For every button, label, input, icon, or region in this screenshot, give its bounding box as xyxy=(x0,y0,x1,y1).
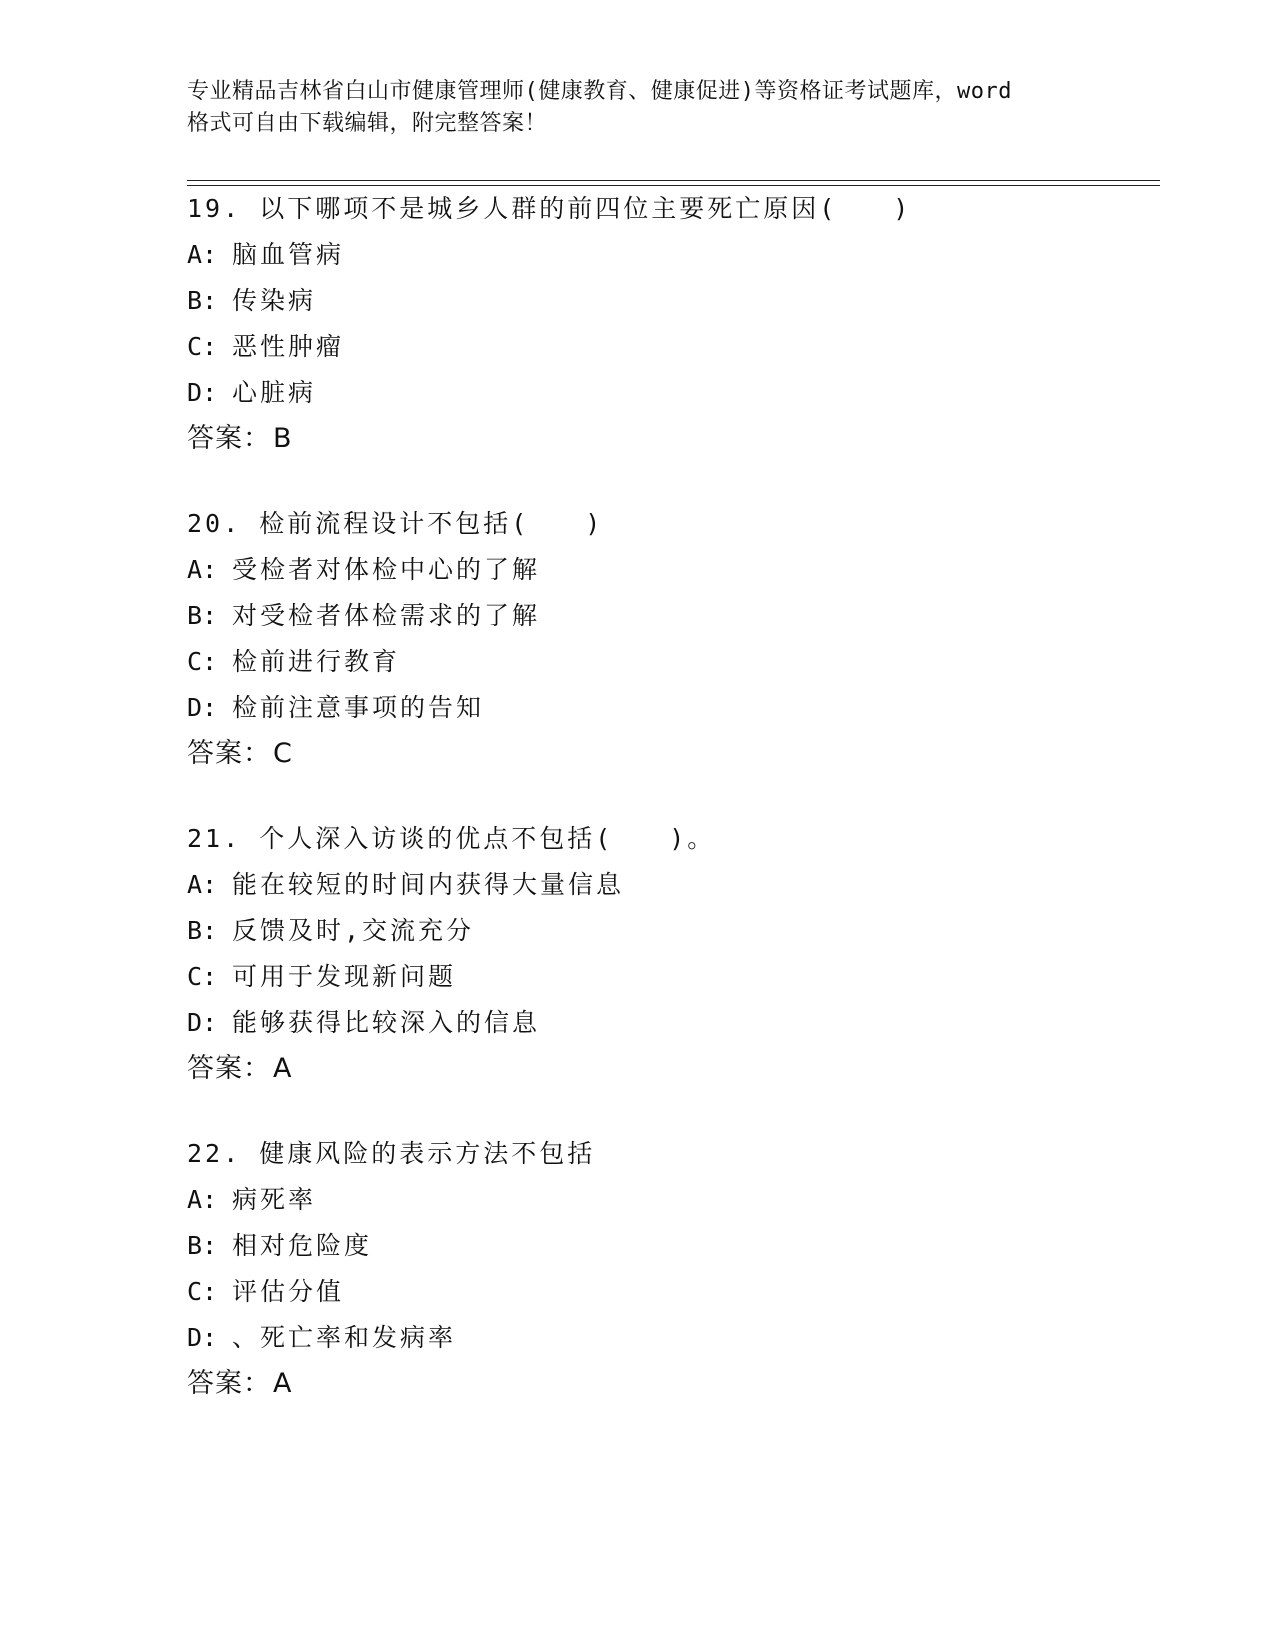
question-19 xyxy=(187,186,1147,462)
option-d xyxy=(187,1000,1147,1046)
option-c xyxy=(187,324,1147,370)
document-header xyxy=(187,76,1087,140)
option-letter: B: xyxy=(187,1231,218,1260)
option-letter: B: xyxy=(187,286,218,315)
answer-label: 答案： xyxy=(187,1053,271,1084)
option-text: 病死率 xyxy=(232,1185,317,1214)
option-b xyxy=(187,278,1147,324)
option-letter: D: xyxy=(187,378,218,407)
option-c xyxy=(187,954,1147,1000)
option-text: 检前注意事项的告知 xyxy=(232,693,485,722)
option-d xyxy=(187,685,1147,731)
option-a xyxy=(187,862,1147,908)
question-22 xyxy=(187,1131,1147,1407)
header-line-2: 格式可自由下载编辑，附完整答案！ xyxy=(187,111,548,136)
question-title: 20. 检前流程设计不包括( ) xyxy=(187,509,604,538)
option-letter: C: xyxy=(187,332,218,361)
option-b xyxy=(187,1223,1147,1269)
option-text: 传染病 xyxy=(232,286,317,315)
option-text: 评估分值 xyxy=(232,1277,345,1306)
option-letter: D: xyxy=(187,693,218,722)
option-text: 心脏病 xyxy=(232,378,317,407)
option-a xyxy=(187,1177,1147,1223)
question-title: 22. 健康风险的表示方法不包括 xyxy=(187,1139,596,1168)
option-text: 检前进行教育 xyxy=(232,647,401,676)
header-divider-top xyxy=(187,180,1160,181)
option-text: 反馈及时,交流充分 xyxy=(232,916,475,945)
option-c xyxy=(187,639,1147,685)
question-20 xyxy=(187,501,1147,777)
option-letter: A: xyxy=(187,1185,218,1214)
option-b xyxy=(187,593,1147,639)
question-title: 19. 以下哪项不是城乡人群的前四位主要死亡原因( ) xyxy=(187,194,912,223)
answer-label: 答案： xyxy=(187,423,271,454)
option-a xyxy=(187,232,1147,278)
option-d xyxy=(187,1315,1147,1361)
answer-line xyxy=(187,416,1147,462)
option-letter: A: xyxy=(187,240,218,269)
answer-label: 答案： xyxy=(187,1368,271,1399)
answer-line xyxy=(187,1046,1147,1092)
option-text: 能在较短的时间内获得大量信息 xyxy=(232,870,625,899)
option-text: 恶性肿瘤 xyxy=(232,332,345,361)
answer-label: 答案： xyxy=(187,738,271,769)
question-21 xyxy=(187,816,1147,1092)
option-text: 对受检者体检需求的了解 xyxy=(232,601,541,630)
option-text: 、死亡率和发病率 xyxy=(232,1323,457,1352)
option-text: 脑血管病 xyxy=(232,240,345,269)
answer-value: B xyxy=(273,423,293,454)
option-b xyxy=(187,908,1147,954)
question-title: 21. 个人深入访谈的优点不包括( )。 xyxy=(187,824,716,853)
option-text: 可用于发现新问题 xyxy=(232,962,457,991)
option-c xyxy=(187,1269,1147,1315)
answer-value: A xyxy=(273,1053,293,1084)
option-letter: C: xyxy=(187,1277,218,1306)
answer-value: A xyxy=(273,1368,293,1399)
header-line-1: 专业精品吉林省白山市健康管理师(健康教育、健康促进)等资格证考试题库，word xyxy=(187,79,1012,104)
answer-line xyxy=(187,1361,1147,1407)
option-a xyxy=(187,547,1147,593)
option-letter: C: xyxy=(187,647,218,676)
option-text: 相对危险度 xyxy=(232,1231,373,1260)
option-letter: D: xyxy=(187,1008,218,1037)
option-letter: A: xyxy=(187,555,218,584)
option-letter: A: xyxy=(187,870,218,899)
option-letter: B: xyxy=(187,916,218,945)
option-letter: D: xyxy=(187,1323,218,1352)
answer-line xyxy=(187,731,1147,777)
option-text: 受检者对体检中心的了解 xyxy=(232,555,541,584)
option-d xyxy=(187,370,1147,416)
answer-value: C xyxy=(273,738,293,769)
option-letter: C: xyxy=(187,962,218,991)
option-text: 能够获得比较深入的信息 xyxy=(232,1008,541,1037)
option-letter: B: xyxy=(187,601,218,630)
